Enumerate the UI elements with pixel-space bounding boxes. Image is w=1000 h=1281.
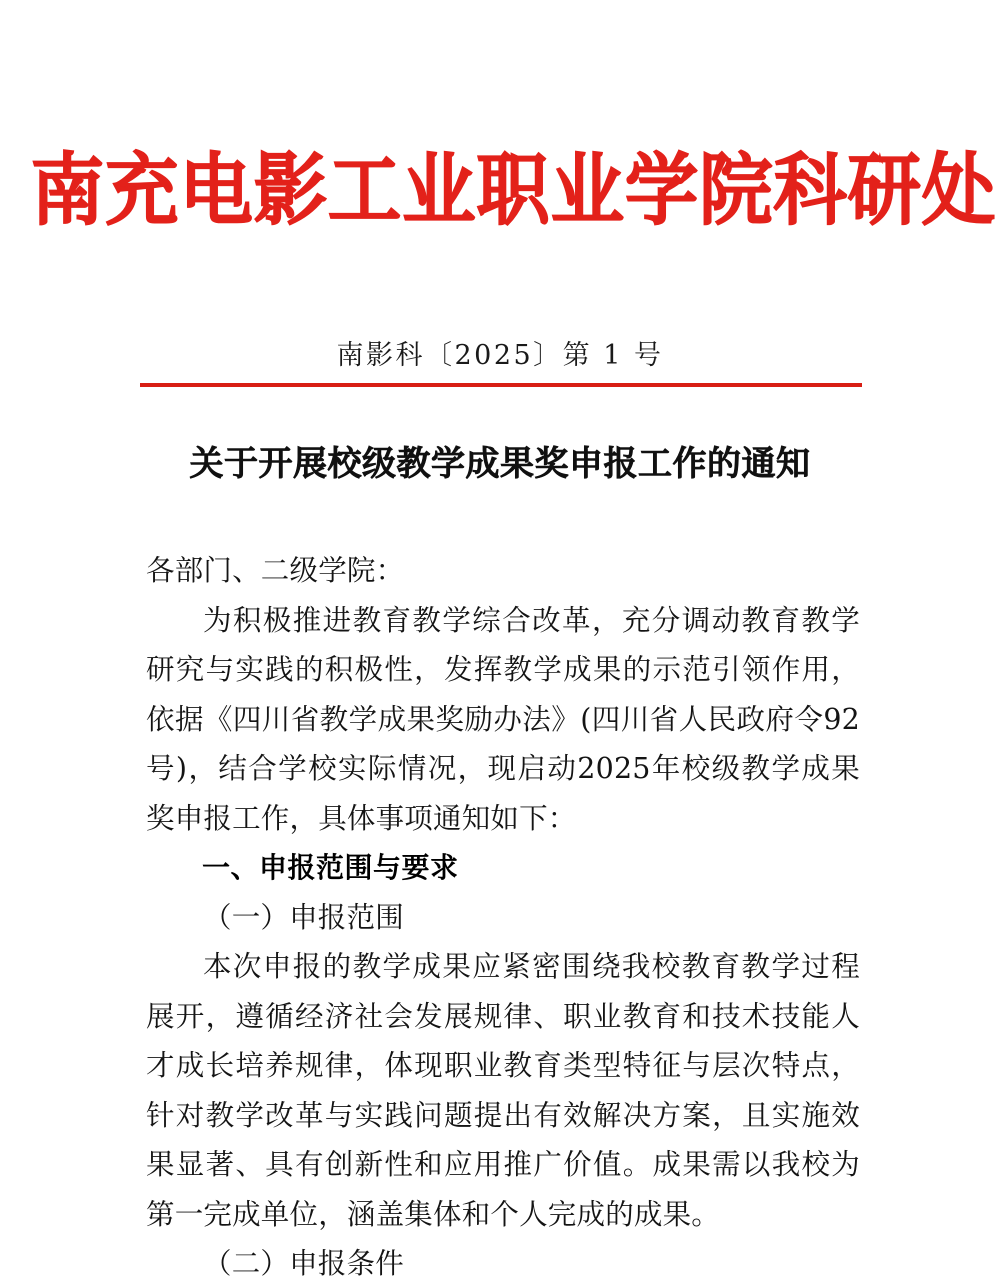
- paragraph-application-scope: 本次申报的教学成果应紧密围绕我校教育教学过程展开，遵循经济社会发展规律、职业教育和技术技能人才成长培养规律，体现职业教育类型特征与层次特点，针对教学改革与实践问题提出有效解决方案，且实施效果显著、具有创新性和应用推广价值。成果需以我校为第一完成单位，涵盖集体和个人完成的成果。: [146, 950, 860, 1231]
- subsection-heading-application-conditions: （二）申报条件: [203, 1247, 404, 1280]
- document-title: 关于开展校级教学成果奖申报工作的通知: [189, 444, 811, 484]
- red-separator-rule: [140, 383, 862, 387]
- document-number-row: [0, 333, 1000, 372]
- document-body: [146, 546, 860, 1281]
- subsection-heading-application-scope: （一）申报范围: [203, 900, 404, 934]
- paragraph-purpose: 为积极推进教育教学综合改革，充分调动教育教学研究与实践的积极性，发挥教学成果的示范引领作用，依据《四川省教学成果奖励办法》(四川省人民政府令92号)，结合学校实际情况，现启动2025年校级教学成果奖申报工作，具体事项通知如下：: [146, 603, 860, 835]
- document-number: 南影科〔2025〕第 1 号: [336, 340, 664, 371]
- section-heading-scope-and-requirements: 一、申报范围与要求: [202, 851, 459, 884]
- letterhead: [0, 145, 1000, 236]
- salutation: 各部门、二级学院：: [146, 554, 405, 587]
- document-title-row: [0, 436, 1000, 485]
- letterhead-organization-name: 南充电影工业职业学院科研处: [30, 145, 997, 236]
